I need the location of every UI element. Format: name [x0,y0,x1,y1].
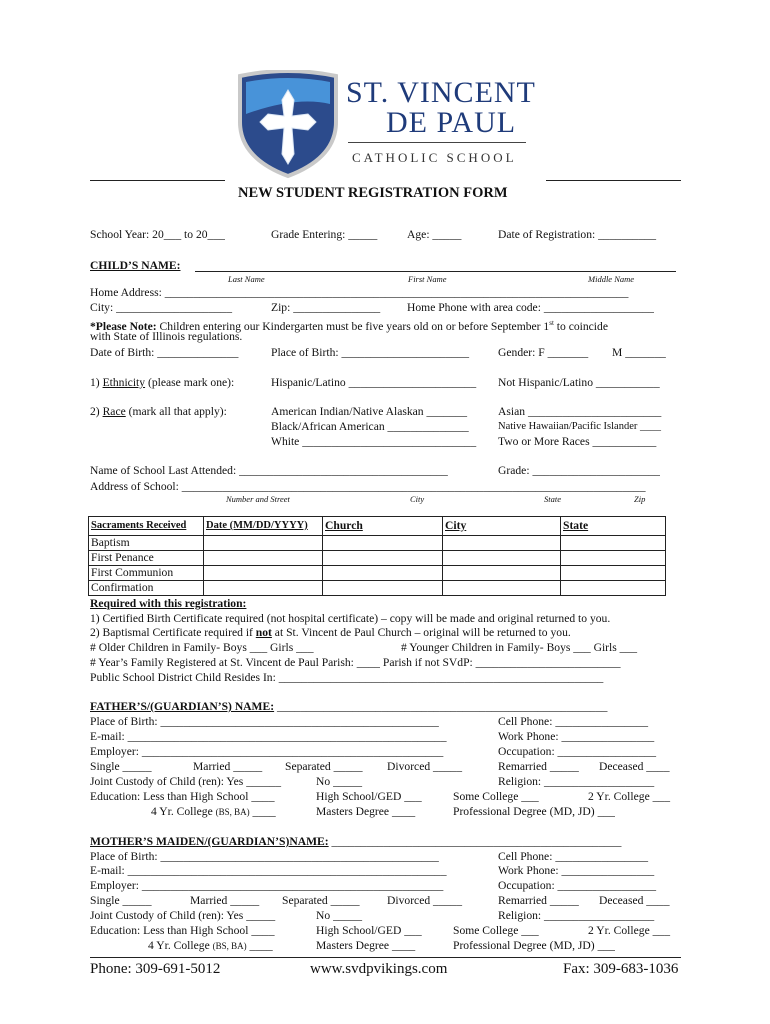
table-cell[interactable] [323,581,443,596]
hawaiian-option[interactable]: Native Hawaiian/Pacific Islander ____ [498,421,661,432]
kindergarten-note-line2: with State of Illinois regulations. [90,330,243,343]
father-joint-custody[interactable]: Joint Custody of Child (ren): Yes ______ [90,775,281,788]
note-text-end: to coincide [553,319,608,333]
mother-custody-no[interactable]: No _____ [316,909,363,922]
table-cell[interactable] [561,551,666,566]
number-street-caption: Number and Street [226,494,290,504]
gender-female-field[interactable]: Gender: F _______ [498,346,589,359]
black-option[interactable]: Black/African American ______________ [271,420,469,433]
father-education-professional[interactable]: Professional Degree (MD, JD) ___ [453,805,615,818]
father-education-4yr[interactable] [151,805,276,819]
mother-heading-label: MOTHER’S MAIDEN/(GUARDIAN’S)NAME: [90,835,329,848]
last-school-grade-field[interactable]: Grade: ______________________ [498,464,660,477]
footer-website[interactable]: www.svdpvikings.com [310,961,448,977]
school-district-field[interactable]: Public School District Child Resides In: ________________________________________________________ [90,671,604,684]
home-address-field[interactable]: Home Address: ________________________________________________________________________________ [90,286,629,299]
child-name-line[interactable] [195,271,676,272]
age-field[interactable]: Age: _____ [407,228,462,241]
mother-religion[interactable]: Religion: ___________________ [498,909,655,922]
race-instruction: (mark all that apply): [125,405,227,418]
father-employer[interactable]: Employer: ____________________________________________________ [90,745,444,758]
father-education-2yr[interactable]: 2 Yr. College ___ [588,790,671,803]
father-education-some-college[interactable]: Some College ___ [453,790,539,803]
form-title: NEW STUDENT REGISTRATION FORM [238,185,508,201]
ethnicity-number: 1) [90,376,103,389]
gender-male-field[interactable]: M _______ [612,346,666,359]
ethnicity-label [90,376,234,390]
table-cell[interactable] [323,536,443,551]
four-yr-abbr: (BS, BA) [215,807,250,817]
father-custody-no[interactable]: No _____ [316,775,363,788]
father-heading [90,700,607,714]
mother-education-professional[interactable]: Professional Degree (MD, JD) ___ [453,939,615,952]
mother-education-masters[interactable]: Masters Degree ____ [316,939,416,952]
two-or-more-option[interactable]: Two or More Races ___________ [498,435,657,448]
baptismal-not: not [255,626,272,639]
mother-name-line[interactable]: __________________________________________________ [328,835,622,848]
mother-joint-custody[interactable]: Joint Custody of Child (ren): Yes _____ [90,909,276,922]
school-year-field[interactable]: School Year: 20___ to 20___ [90,228,225,241]
table-cell[interactable] [323,551,443,566]
father-remarried[interactable]: Remarried _____ [498,760,579,773]
table-cell[interactable] [443,536,561,551]
state-caption: State [544,494,561,504]
header-rule-left [90,180,225,181]
white-option[interactable]: White ______________________________ [271,435,477,448]
zip-field[interactable]: Zip: _______________ [271,301,381,314]
father-email[interactable]: E-mail: _______________________________________________________ [90,730,447,743]
father-work-phone[interactable]: Work Phone: ________________ [498,730,655,743]
table-cell[interactable] [204,551,323,566]
child-name-label: CHILD’S NAME: [90,259,181,272]
note-label: *Please Note: [90,319,157,333]
mother-heading [90,835,621,849]
mother-married[interactable]: Married _____ [190,894,260,907]
race-label [90,405,227,419]
mother-separated[interactable]: Separated _____ [282,894,360,907]
father-heading-label: FATHER’S/(GUARDIAN’S) NAME: [90,700,275,713]
race-number: 2) [90,405,103,418]
first-name-caption: First Name [408,274,447,284]
mother-occupation[interactable]: Occupation: _________________ [498,879,657,892]
table-cell[interactable] [204,581,323,596]
logo-divider [348,142,526,143]
four-yr-blank: ____ [249,805,276,818]
table-row [89,551,666,566]
father-education-less-hs[interactable]: Education: Less than High School ____ [90,790,275,803]
mother-work-phone[interactable]: Work Phone: ________________ [498,864,655,877]
sacraments-table [88,516,666,596]
mother-education-less-hs[interactable]: Education: Less than High School ____ [90,924,275,937]
school-name-line2: DE PAUL [386,106,517,139]
school-logo [236,70,536,180]
years-registered-field[interactable]: # Year’s Family Registered at St. Vincent de Paul Parish: ____ Parish if not SVdP: _________________________ [90,656,621,669]
mother-deceased[interactable]: Deceased ____ [599,894,670,907]
school-name-line1: ST. VINCENT [346,76,536,109]
not-hispanic-option[interactable]: Not Hispanic/Latino ___________ [498,376,660,389]
mother-email[interactable]: E-mail: _______________________________________________________ [90,864,447,877]
header-church: Church [323,517,443,536]
footer-rule [90,957,681,958]
header-state: State [561,517,666,536]
ethnicity-word: Ethnicity [102,376,146,389]
table-cell[interactable] [561,536,666,551]
shield-cross-icon [236,70,340,180]
header-rule-right [546,180,681,181]
required-line-baptismal [90,626,571,640]
table-cell[interactable] [443,581,561,596]
header-city: City [443,517,561,536]
father-place-of-birth[interactable]: Place of Birth: ________________________________________________ [90,715,439,728]
footer-phone: Phone: 309-691-5012 [90,961,221,977]
baptismal-text-end: at St. Vincent de Paul Church – original will be returned to you. [271,626,571,639]
mother-place-of-birth[interactable]: Place of Birth: ________________________________________________ [90,850,439,863]
father-education-hs[interactable]: High School/GED ___ [316,790,422,803]
hispanic-option[interactable]: Hispanic/Latino ______________________ [271,376,477,389]
table-cell[interactable] [204,566,323,581]
four-yr-text: 4 Yr. College [148,939,213,952]
four-yr-text: 4 Yr. College [151,805,216,818]
sacrament-confirmation: Confirmation [89,581,204,596]
mother-remarried[interactable]: Remarried _____ [498,894,579,907]
date-of-birth-field[interactable]: Date of Birth: ______________ [90,346,239,359]
mother-cell-phone[interactable]: Cell Phone: ________________ [498,850,649,863]
father-separated[interactable]: Separated _____ [285,760,363,773]
ethnicity-instruction: (please mark one): [145,376,235,389]
header-date: Date (MM/DD/YYYY) [204,517,323,536]
home-phone-field[interactable]: Home Phone with area code: ___________________ [407,301,654,314]
mother-education-hs[interactable]: High School/GED ___ [316,924,422,937]
note-text: Children entering our Kindergarten must be five years old on or before September 1 [156,319,550,333]
younger-children-field[interactable]: # Younger Children in Family- Boys ___ Girls ___ [401,641,638,654]
table-cell[interactable] [561,566,666,581]
place-of-birth-field[interactable]: Place of Birth: ______________________ [271,346,470,359]
mother-education-4yr[interactable] [148,939,273,953]
zip-caption: Zip [634,494,646,504]
city-caption: City [410,494,425,504]
father-occupation[interactable]: Occupation: _________________ [498,745,657,758]
middle-name-caption: Middle Name [588,274,635,284]
table-row [89,566,666,581]
note-superscript: st [549,319,554,327]
required-heading: Required with this registration: [90,597,247,610]
table-cell[interactable] [443,551,561,566]
mother-education-some-college[interactable]: Some College ___ [453,924,539,937]
last-school-address-field[interactable]: Address of School: ________________________________________________________________________________ [90,480,646,493]
sacrament-first-communion: First Communion [89,566,204,581]
american-indian-option[interactable]: American Indian/Native Alaskan _______ [271,405,468,418]
sacrament-baptism: Baptism [89,536,204,551]
table-row [89,581,666,596]
baptismal-text: 2) Baptismal Certificate required if [90,626,256,639]
city-field[interactable]: City: ____________________ [90,301,233,314]
father-married[interactable]: Married _____ [193,760,263,773]
mother-divorced[interactable]: Divorced _____ [387,894,463,907]
table-cell[interactable] [204,536,323,551]
table-cell[interactable] [323,566,443,581]
father-deceased[interactable]: Deceased ____ [599,760,670,773]
date-of-registration-field[interactable]: Date of Registration: __________ [498,228,657,241]
sacrament-first-penance: First Penance [89,551,204,566]
father-religion[interactable]: Religion: ___________________ [498,775,655,788]
four-yr-abbr: (BS, BA) [212,941,247,951]
last-name-caption: Last Name [228,274,265,284]
father-name-line[interactable]: _________________________________________________________ [274,700,608,713]
school-subtitle: CATHOLIC SCHOOL [352,150,517,165]
footer-fax: Fax: 309-683-1036 [563,961,679,977]
last-school-name-field[interactable]: Name of School Last Attended: ____________________________________ [90,464,448,477]
mother-employer[interactable]: Employer: ____________________________________________________ [90,879,444,892]
table-header-row [89,517,666,536]
table-cell[interactable] [443,566,561,581]
table-cell[interactable] [561,581,666,596]
race-word: Race [102,405,126,418]
asian-option[interactable]: Asian _______________________ [498,405,662,418]
older-children-field[interactable]: # Older Children in Family- Boys ___ Girls ___ [90,641,314,654]
father-education-masters[interactable]: Masters Degree ____ [316,805,416,818]
header-sacraments: Sacraments Received [89,517,204,536]
table-row [89,536,666,551]
required-line-birth-certificate: 1) Certified Birth Certificate required (not hospital certificate) – copy will be made and original returned to you. [90,612,611,625]
mother-single[interactable]: Single _____ [90,894,152,907]
father-single[interactable]: Single _____ [90,760,152,773]
father-cell-phone[interactable]: Cell Phone: ________________ [498,715,649,728]
father-divorced[interactable]: Divorced _____ [387,760,463,773]
four-yr-blank: ____ [246,939,273,952]
grade-entering-field[interactable]: Grade Entering: _____ [271,228,378,241]
mother-education-2yr[interactable]: 2 Yr. College ___ [588,924,671,937]
